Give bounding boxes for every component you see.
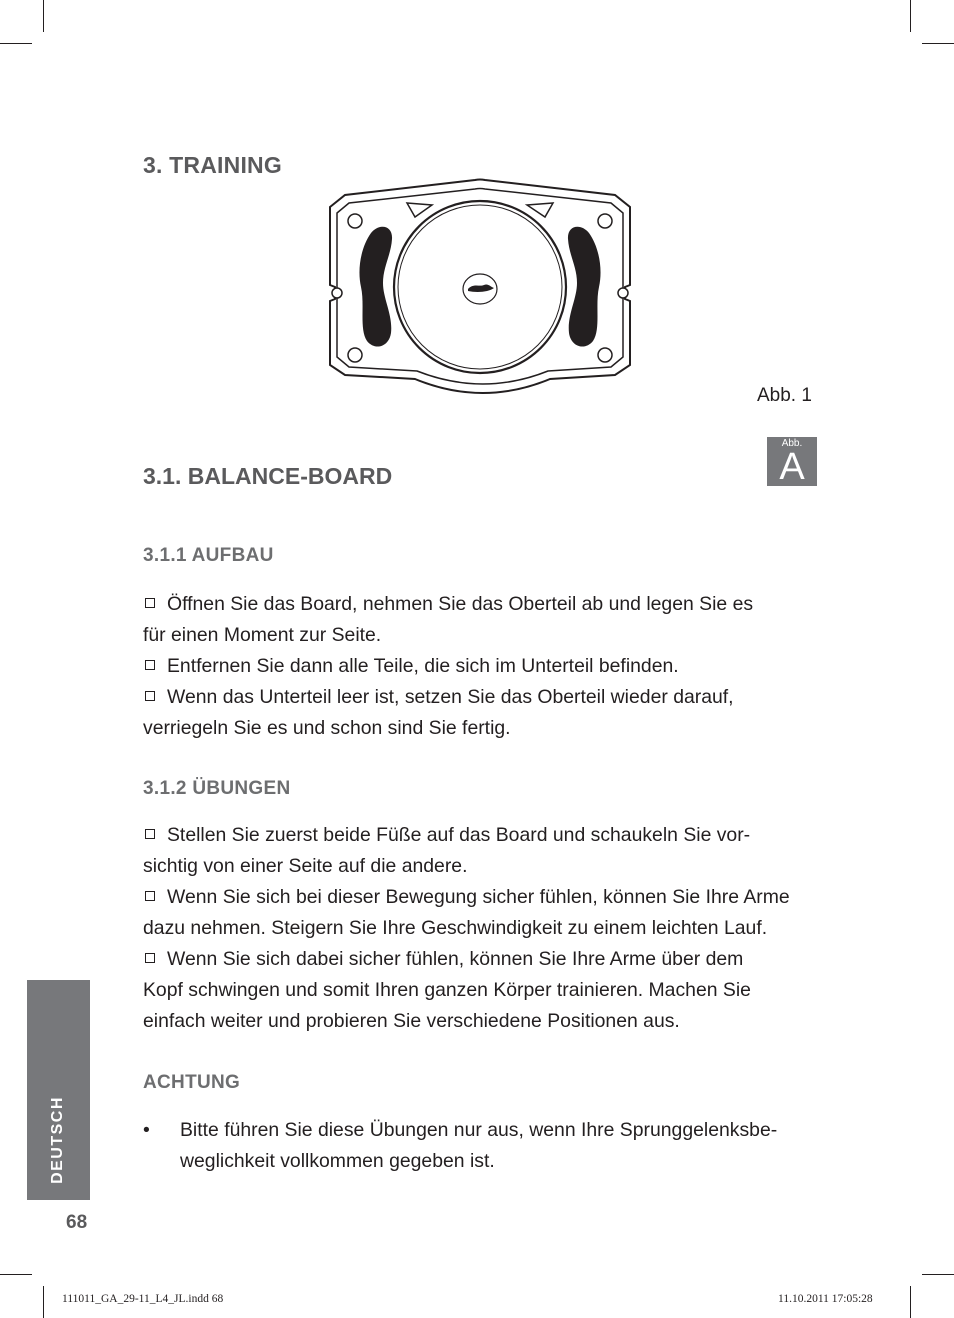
list-item-continuation: sichtig von einer Seite auf die andere.	[143, 855, 468, 877]
list-item: Wenn Sie sich bei dieser Bewegung sicher fühlen, können Sie Ihre Arme	[143, 882, 823, 913]
crop-mark	[922, 43, 954, 44]
empty-square-icon	[145, 660, 155, 670]
list-item: Entfernen Sie dann alle Teile, die sich im Unterteil befinden.	[143, 651, 823, 682]
figure-badge-label: Abb.	[781, 438, 803, 449]
crop-mark	[0, 43, 32, 44]
bullet-line: weglichkeit vollkommen gegeben ist.	[180, 1150, 495, 1172]
empty-square-icon	[145, 953, 155, 963]
aufbau-list	[143, 589, 823, 744]
crop-mark	[43, 0, 44, 32]
bullet-icon: •	[143, 1119, 150, 1141]
list-item: Wenn Sie sich dabei sicher fühlen, können Sie Ihre Arme über dem	[143, 944, 823, 975]
uebungen-heading: 3.1.2 ÜBUNGEN	[143, 778, 291, 799]
footer-filename: 111011_GA_29-11_L4_JL.indd 68	[62, 1293, 224, 1305]
list-item: Öffnen Sie das Board, nehmen Sie das Oberteil ab und legen Sie es	[143, 589, 823, 620]
list-item: Stellen Sie zuerst beide Füße auf das Board und schaukeln Sie vor-	[143, 820, 823, 851]
balance-board-illustration	[325, 175, 635, 395]
wave-logo-icon	[463, 274, 497, 304]
bullet-text	[180, 1115, 777, 1177]
crop-mark	[922, 1274, 954, 1275]
subsection-title: 3.1. BALANCE-BOARD	[143, 463, 393, 489]
empty-square-icon	[145, 691, 155, 701]
achtung-heading: ACHTUNG	[143, 1072, 241, 1093]
list-item-continuation: verriegeln Sie es und schon sind Sie fertig.	[143, 717, 511, 739]
figure-caption: Abb. 1	[757, 385, 812, 406]
figure-badge-letter: A	[779, 446, 805, 488]
language-side-tab-label: DEUTSCH	[49, 1096, 66, 1184]
section-title: 3. TRAINING	[143, 152, 282, 178]
uebungen-list	[143, 820, 823, 1037]
page-number: 68	[66, 1212, 88, 1233]
crop-mark	[43, 1286, 44, 1318]
list-item-continuation: dazu nehmen. Steigern Sie Ihre Geschwindigkeit zu einem leichten Lauf.	[143, 917, 768, 939]
crop-mark	[910, 1286, 911, 1318]
figure-badge	[767, 437, 817, 486]
crop-mark	[0, 1274, 32, 1275]
list-item-continuation: einfach weiter und probieren Sie verschiedene Positionen aus.	[143, 1010, 680, 1032]
aufbau-heading: 3.1.1 AUFBAU	[143, 545, 274, 566]
list-item: Wenn das Unterteil leer ist, setzen Sie das Oberteil wieder darauf,	[143, 682, 823, 713]
bullet-line: Bitte führen Sie diese Übungen nur aus, wenn Ihre Sprunggelenksbe-	[180, 1119, 778, 1141]
empty-square-icon	[145, 891, 155, 901]
crop-mark	[910, 0, 911, 32]
footer-timestamp: 11.10.2011 17:05:28	[778, 1293, 873, 1305]
empty-square-icon	[145, 598, 155, 608]
list-item-continuation: Kopf schwingen und somit Ihren ganzen Körper trainieren. Machen Sie	[143, 979, 751, 1001]
empty-square-icon	[145, 829, 155, 839]
list-item-continuation: für einen Moment zur Seite.	[143, 624, 382, 646]
